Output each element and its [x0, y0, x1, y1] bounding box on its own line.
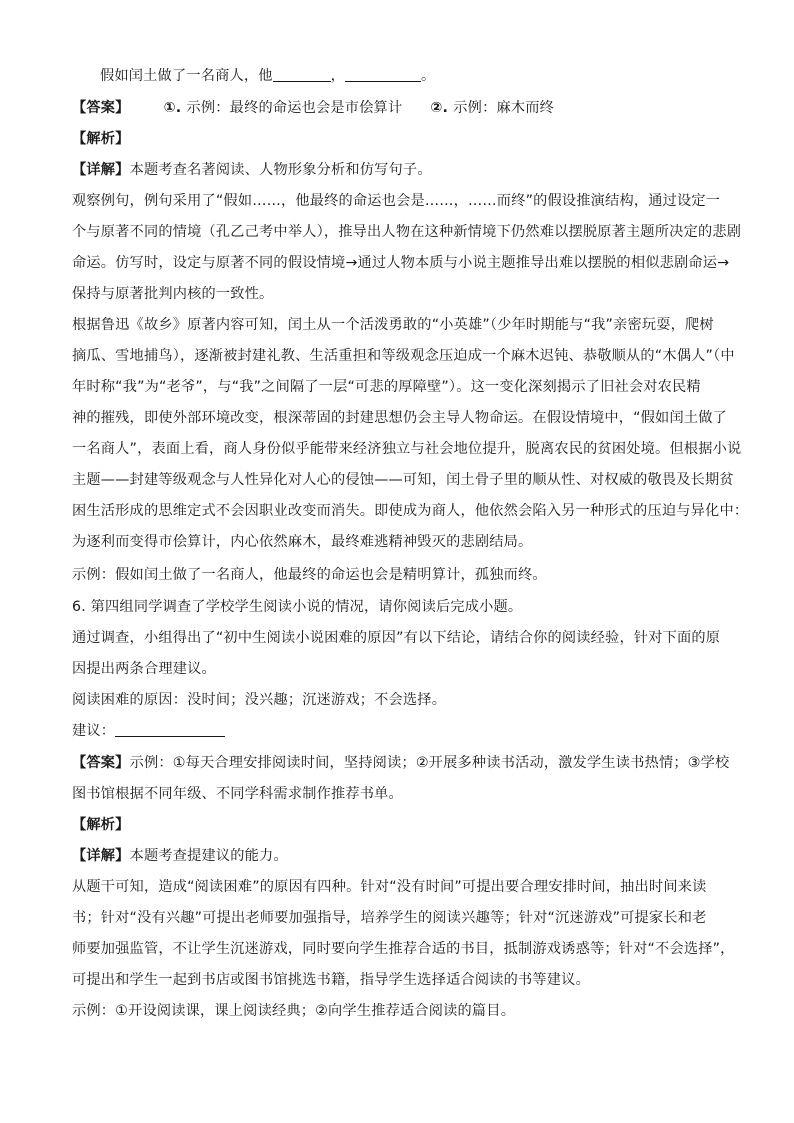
q6-answer-line: 图书馆根据不同年级、不同学科需求制作推荐书单。 — [72, 786, 403, 802]
q6-stem — [72, 597, 522, 617]
q5-p1-line: 命运。仿写时，设定与原著不同的假设情境→通过人物本质与小说主题推导出难以摆脱的相似悲剧命运→ — [72, 255, 730, 271]
q6-suggest — [72, 721, 225, 741]
q6-analysis-tag: 【解析】 — [72, 817, 130, 833]
q5-p2-line: 为逐利而变得市侩算计，内心依然麻木，最终难逃精神毁灭的悲剧结局。 — [72, 534, 533, 550]
q6-p1-line: 可提出和学生一起到书店或图书馆挑选书籍，指导学生选择适合阅读的书等建议。 — [72, 972, 590, 988]
q6-number: 6. — [72, 599, 91, 615]
q5-p2-line: 一名商人”，表面上看，商人身份似乎能带来经济独立与社会地位提升，脱离农民的贫困处境。但根据小说 — [72, 441, 742, 457]
q5-p2-line: 摘瓜、雪地捕鸟），逐渐被封建礼教、生活重担和等级观念压迫成一个麻木迟钝、恭敬顺从的“木偶人”（中 — [72, 348, 735, 364]
q6-intro-line: 通过调查，小组得出了“初中生阅读小说困难的原因”有以下结论，请结合你的阅读经验，针对下面的原 — [72, 630, 721, 646]
suggest-blank — [115, 722, 225, 737]
q5-p1-line: 观察例句，例句采用了“假如……，他最终的命运也会是……，……而终”的假设推演结构，通过设定一 — [72, 193, 721, 209]
answer-2-num: ②. — [430, 100, 454, 116]
q6-p1-line: 书；针对“没有兴趣”可提出老师要加强指导，培养学生的阅读兴趣等；针对“沉迷游戏”可提家长和老 — [72, 910, 707, 926]
answer-tag: 【答案】 — [72, 755, 130, 771]
q5-p2-line: 神的摧残，即使外部环境改变，根深蒂固的封建思想仍会主导人物命运。在假设情境中，“假如闰土做了 — [72, 410, 727, 426]
q5-prompt — [100, 66, 435, 86]
q5-prompt-end: 。 — [421, 68, 436, 84]
answer-blank-1 — [273, 67, 331, 82]
q6-p1-line: 从题干可知，造成“阅读困难”的原因有四种。针对“没有时间”可提出要合理安排时间，抽出时间来读 — [72, 879, 707, 895]
q6-p1-line: 师要加强监管，不让学生沉迷游戏，同时要向学生推荐合适的书目，抵制游戏诱惑等；针对“不会选择”， — [72, 941, 735, 957]
answer-2-text: 示例：麻木而终 — [453, 100, 555, 116]
q5-p2-line: 困生活形成的思维定式不会因职业改变而消失。即使成为商人，他依然会陷入另一种形式的压迫与异化中： — [72, 503, 749, 519]
q6-intro-line: 因提出两条合理建议。 — [72, 661, 216, 677]
q6-detail — [72, 846, 288, 866]
detail-text: 本题考查名著阅读、人物形象分析和仿写句子。 — [129, 162, 432, 178]
answer-blank-2 — [345, 67, 421, 82]
q5-prompt-sep: ， — [330, 68, 346, 84]
detail-tag: 【详解】 — [72, 162, 130, 178]
q5-detail — [72, 160, 432, 180]
q5-p1-line: 个与原著不同的情境（孔乙己考中举人），推导出人物在这种新情境下仍然难以摆脱原著主题所决定的悲剧 — [72, 224, 742, 240]
q5-prompt-text: 假如闰土做了一名商人，他 — [100, 68, 273, 84]
answer-1-text: 示例：最终的命运也会是市侩算计 — [186, 100, 403, 116]
q5-example: 示例：假如闰土做了一名商人，他最终的命运也会是精明算计，孤独而终。 — [72, 567, 547, 583]
q6-stem-text: 第四组同学调查了学校学生阅读小说的情况，请你阅读后完成小题。 — [90, 599, 523, 615]
q6-example: 示例：①开设阅读课，课上阅读经典；②向学生推荐适合阅读的篇目。 — [72, 1003, 516, 1019]
answer-tag: 【答案】 — [72, 100, 130, 116]
q6-reasons: 阅读困难的原因：没时间；没兴趣；沉迷游戏；不会选择。 — [72, 692, 447, 708]
answer-1-num: ①. — [163, 100, 187, 116]
suggest-label: 建议： — [72, 723, 116, 739]
detail-text: 本题考查提建议的能力。 — [129, 848, 288, 864]
detail-tag: 【详解】 — [72, 848, 130, 864]
q5-p2-line: 根据鲁迅《故乡》原著内容可知，闰土从一个活泼勇敢的“小英雄”（少年时期能与“我”亲密玩耍，爬树 — [72, 317, 714, 333]
q5-answer — [72, 98, 554, 118]
q6-answer — [72, 753, 729, 773]
q5-p1-line: 保持与原著批判内核的一致性。 — [72, 286, 274, 302]
q5-p2-line: 主题——封建等级观念与人性异化对人心的侵蚀——可知，闰土骨子里的顺从性、对权威的敬畏及长期贫 — [72, 472, 734, 488]
q5-analysis-tag: 【解析】 — [72, 131, 130, 147]
q5-p2-line: 年时称“我”为“老爷”，与“我”之间隔了一层“可悲的厚障壁”）。这一变化深刻揭示了旧社会对农民精 — [72, 379, 701, 395]
answer-text: 示例：①每天合理安排阅读时间，坚持阅读；②开展多种读书活动，激发学生读书热情；③学校 — [129, 755, 730, 771]
